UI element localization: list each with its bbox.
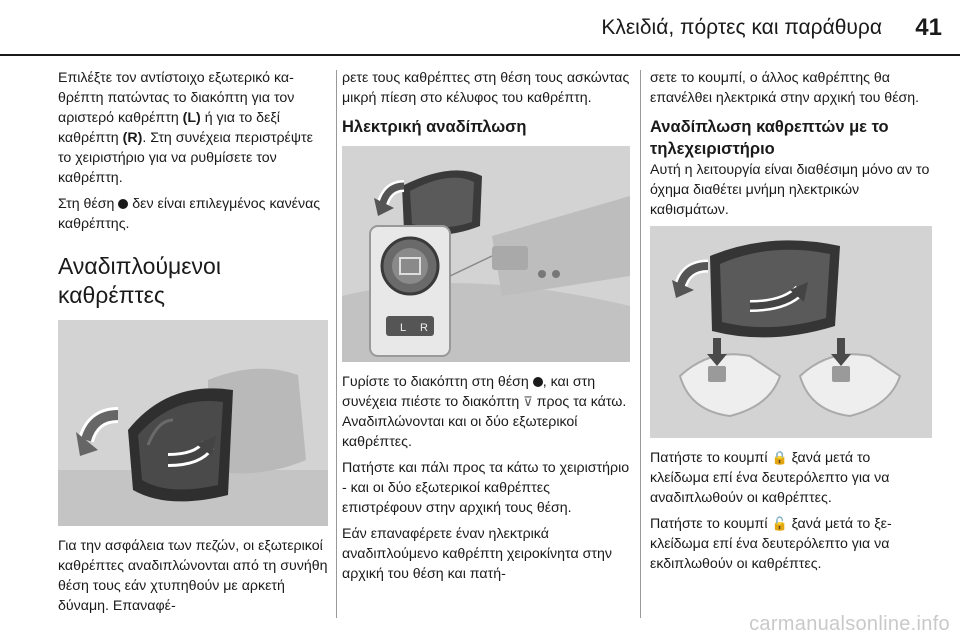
header-divider: [0, 54, 960, 56]
column-right: [650, 68, 932, 580]
paragraph: Εάν επαναφέρετε έναν ηλεκτρικά αναδιπλούμενο καθρέπτη χειροκίνητα στην αρχική του θέση και πατή-: [342, 526, 612, 582]
heading-folding-mirrors: Αναδιπλούμενοι καθρέπτες: [58, 253, 221, 308]
switch-label-right: R: [420, 322, 428, 334]
dot-icon: [533, 377, 543, 387]
heading-electric-folding: Ηλεκτρική αναδίπλωση: [342, 118, 527, 136]
heading-remote-folding: Αναδίπλωση καθρεπτών με το τηλεχειριστήριο: [650, 118, 889, 158]
unlock-icon: 🔓: [771, 516, 788, 531]
column-divider: [640, 70, 641, 618]
fold-symbol-icon: ⊽: [523, 394, 533, 409]
figure-folding-mirror: [58, 320, 328, 526]
paragraph: Πατήστε το κουμπί 🔒 ξανά μετά το κλείδωμα επί ένα δευτερόλεπτο για να αναδιπλωθούν οι καθρέπτες.: [650, 450, 890, 506]
figure-mirror-switch: [342, 146, 630, 362]
watermark: carmanualsonline.info: [749, 613, 950, 635]
paragraph: Πατήστε το κουμπί 🔓 ξανά μετά το ξεκλείδωμα επί ένα δευτερόλεπτο για να εκδιπλωθούν οι καθρέπτες.: [650, 516, 892, 572]
lock-icon: 🔒: [771, 450, 788, 465]
page-number: 41: [915, 14, 942, 41]
paragraph: Αυτή η λειτουργία είναι διαθέσιμη μόνο αν το όχημα διαθέτει μνήμη ηλεκτρικών καθισμάτων.: [650, 162, 930, 218]
paragraph: ρετε τους καθρέπτες στη θέση τους ασκώντας μικρή πίεση στο κέλυφος του καθρέπτη.: [342, 70, 630, 106]
column-middle: [342, 68, 630, 590]
column-left: [58, 68, 328, 622]
switch-label-left: L: [400, 322, 407, 334]
dot-icon: [118, 199, 128, 209]
column-divider: [336, 70, 337, 618]
paragraph: Επιλέξτε τον αντίστοιχο εξωτερικό καθρέπτη πατώντας το διακόπτη για τον αριστερό καθρέπτη (L) ή για το δεξί καθρέπτη (R). Στη συνέχεια περιστρέψτε το χειριστήριο για να ρυθμίσετε τον καθρέπτη.: [58, 70, 313, 186]
paragraph: Πατήστε και πάλι προς τα κάτω το χειριστήριο - και οι δύο εξωτερικοί καθρέπτες επιστρέφουν στην αρχική τους θέση.: [342, 460, 630, 516]
section-title: Κλειδιά, πόρτες και παράθυρα: [601, 16, 882, 39]
figure-remote-key: [650, 226, 932, 438]
paragraph: σετε το κουμπί, ο άλλος καθρέπτης θα επανέλθει ηλεκτρικά στην αρχική του θέση.: [650, 70, 920, 106]
paragraph: Για την ασφάλεια των πεζών, οι εξωτερικοί καθρέπτες αναδιπλώνονται από τη συνήθη θέση τους εάν χτυπηθούν με αρκετή δύναμη. Επαναφέ-: [58, 538, 328, 614]
page-header: [0, 0, 960, 50]
paragraph: Στη θέση δεν είναι επιλεγμένος κανένας καθρέπτης.: [58, 196, 321, 232]
paragraph: Γυρίστε το διακόπτη στη θέση , και στη συνέχεια πιέστε το διακόπτη ⊽ προς τα κάτω. Αναδιπλώνονται και οι δύο εξωτερικοί καθρέπτες.: [342, 374, 627, 450]
